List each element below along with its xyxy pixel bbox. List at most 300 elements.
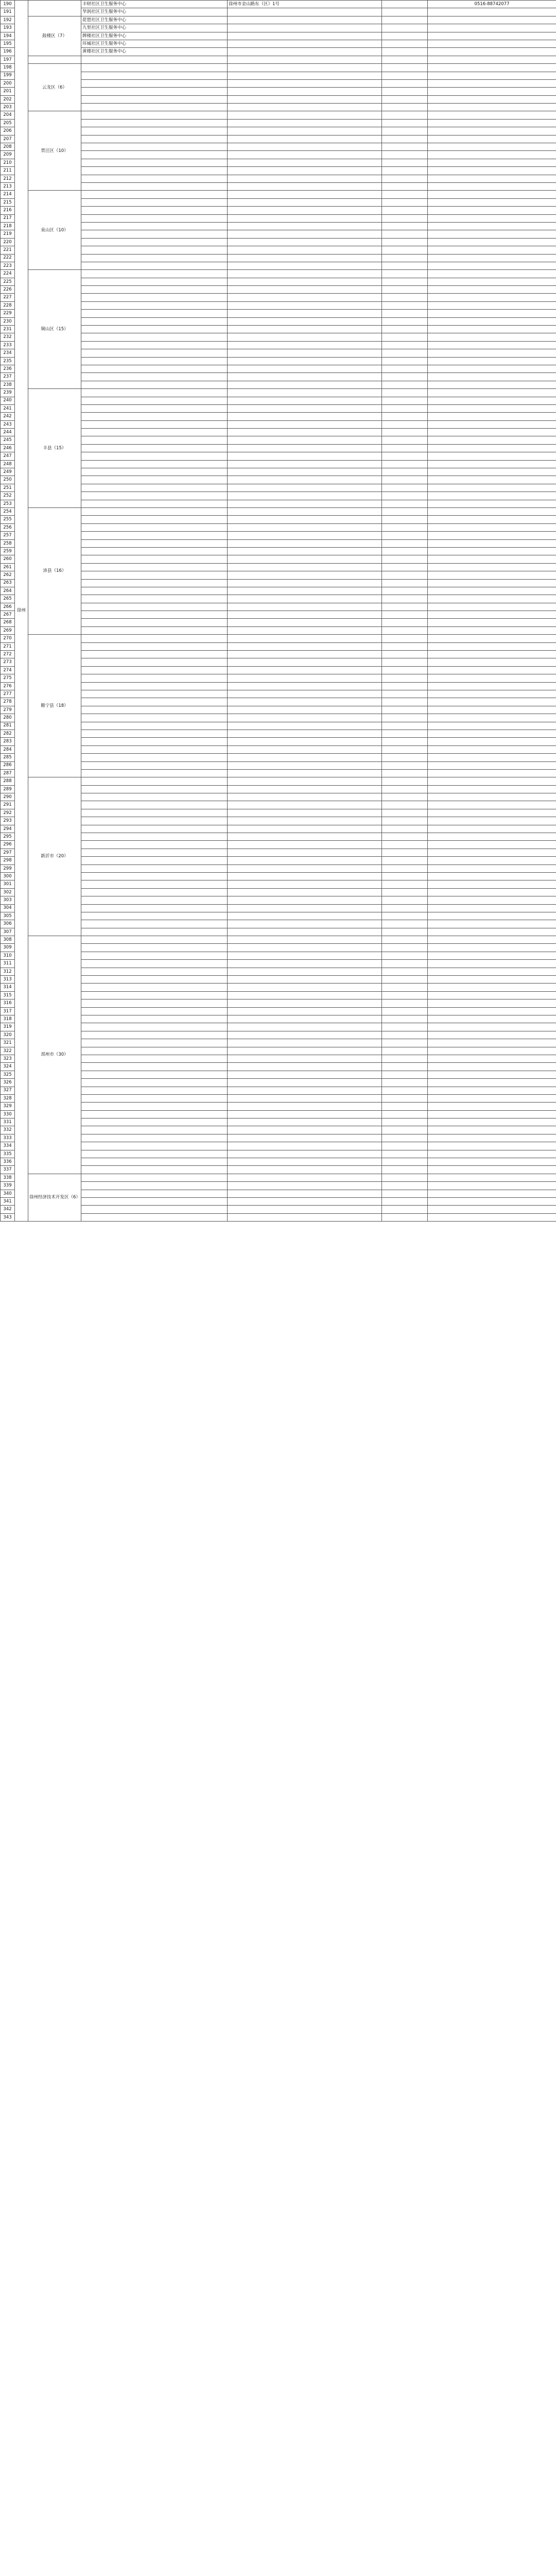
contact-phone [428, 1150, 556, 1158]
institution-address [228, 1103, 382, 1110]
institution-address [228, 222, 382, 230]
table-row [1, 452, 556, 460]
contact-person [382, 603, 428, 611]
institution-name [81, 1213, 228, 1221]
contact-phone [428, 452, 556, 460]
table-row [1, 207, 556, 214]
contact-person [382, 230, 428, 238]
contact-phone [428, 175, 556, 182]
row-number: 339 [1, 1182, 15, 1190]
institution-name [81, 1015, 228, 1023]
institution-address [228, 635, 382, 642]
institution-name [81, 547, 228, 555]
institution-name [81, 404, 228, 412]
table-row [1, 801, 556, 809]
row-number: 304 [1, 904, 15, 912]
district-cell: 睢宁县（18） [28, 635, 81, 777]
institution-address [228, 761, 382, 769]
row-number: 238 [1, 381, 15, 388]
institution-name [81, 167, 228, 175]
table-row [1, 167, 556, 175]
institution-name [81, 976, 228, 984]
table-row [1, 674, 556, 682]
table-row [1, 333, 556, 341]
contact-person [382, 79, 428, 87]
row-number: 243 [1, 420, 15, 428]
district-cell: 沛县（16） [28, 508, 81, 635]
institution-name [81, 214, 228, 222]
institution-address [228, 1206, 382, 1213]
contact-phone [428, 690, 556, 698]
row-number: 209 [1, 151, 15, 159]
table-row [1, 666, 556, 674]
institution-name [81, 429, 228, 436]
contact-person [382, 952, 428, 959]
row-number: 245 [1, 436, 15, 444]
row-number: 210 [1, 159, 15, 166]
institution-name [81, 595, 228, 603]
row-number: 329 [1, 1103, 15, 1110]
institution-name [81, 1071, 228, 1078]
row-number: 315 [1, 991, 15, 999]
row-number: 342 [1, 1206, 15, 1213]
institution-address [228, 563, 382, 571]
row-number: 250 [1, 476, 15, 484]
institution-name [81, 928, 228, 936]
row-number: 323 [1, 1055, 15, 1062]
table-row [1, 404, 556, 412]
row-number: 336 [1, 1158, 15, 1166]
contact-phone [428, 500, 556, 507]
contact-person [382, 761, 428, 769]
contact-phone [428, 436, 556, 444]
contact-phone [428, 230, 556, 238]
table-row [1, 1094, 556, 1102]
table-row [1, 619, 556, 626]
institution-name [81, 104, 228, 111]
district-cell: 新沂市（20） [28, 777, 81, 936]
contact-person [382, 1, 428, 8]
institution-address [228, 1142, 382, 1150]
table-row [1, 40, 556, 47]
contact-person [382, 857, 428, 865]
contact-phone [428, 1079, 556, 1087]
row-number: 326 [1, 1079, 15, 1087]
contact-phone [428, 246, 556, 254]
table-row [1, 182, 556, 190]
contact-person [382, 714, 428, 722]
institution-name [81, 1166, 228, 1174]
table-row [1, 888, 556, 896]
institution-address [228, 841, 382, 849]
institution-address [228, 88, 382, 95]
institution-address [228, 1055, 382, 1062]
institution-address [228, 888, 382, 896]
row-number: 325 [1, 1071, 15, 1078]
institution-name [81, 1039, 228, 1047]
institution-name [81, 626, 228, 634]
institution-address [228, 603, 382, 611]
contact-phone [428, 167, 556, 175]
institution-address [228, 1047, 382, 1055]
institution-name [81, 1110, 228, 1118]
contact-person [382, 460, 428, 468]
institution-name [81, 991, 228, 999]
row-number: 258 [1, 539, 15, 547]
contact-person [382, 222, 428, 230]
contact-phone [428, 761, 556, 769]
institution-address [228, 492, 382, 500]
row-number: 241 [1, 404, 15, 412]
contact-phone [428, 666, 556, 674]
row-number: 206 [1, 127, 15, 135]
table-row [1, 1182, 556, 1190]
institution-address [228, 1015, 382, 1023]
institution-address [228, 809, 382, 817]
table-row [1, 294, 556, 301]
institution-address [228, 1071, 382, 1078]
institution-address [228, 523, 382, 531]
institution-address [228, 658, 382, 666]
row-number: 257 [1, 532, 15, 539]
contact-person [382, 143, 428, 151]
institution-address [228, 769, 382, 777]
table-row [1, 1174, 556, 1181]
institution-name [81, 603, 228, 611]
table-row [1, 579, 556, 587]
contact-person [382, 793, 428, 801]
contact-person [382, 666, 428, 674]
district-cell: 鼓楼区（7） [28, 16, 81, 56]
institution-address [228, 341, 382, 349]
contact-phone [428, 492, 556, 500]
institution-name [81, 317, 228, 325]
row-number: 199 [1, 72, 15, 79]
row-number: 321 [1, 1039, 15, 1047]
contact-phone [428, 833, 556, 841]
institution-name [81, 270, 228, 278]
table-row [1, 722, 556, 730]
institution-address [228, 175, 382, 182]
institution-name [81, 952, 228, 959]
contact-phone [428, 825, 556, 833]
institution-address [228, 960, 382, 968]
institution-address [228, 143, 382, 151]
contact-phone [428, 999, 556, 1007]
institution-name [81, 666, 228, 674]
district-cell: 铜山区（15） [28, 270, 81, 389]
contact-person [382, 452, 428, 460]
institution-address [228, 968, 382, 975]
row-number: 223 [1, 262, 15, 269]
table-row [1, 539, 556, 547]
contact-phone [428, 1206, 556, 1213]
institution-name [81, 833, 228, 841]
contact-person [382, 492, 428, 500]
institution-name [81, 904, 228, 912]
table-row [1, 1071, 556, 1078]
contact-phone [428, 286, 556, 294]
institution-name [81, 1134, 228, 1142]
institution-address [228, 452, 382, 460]
contact-person [382, 310, 428, 317]
institution-address: 徐州市金山路东（区）1号 [228, 1, 382, 8]
contact-person [382, 984, 428, 991]
contact-phone [428, 944, 556, 952]
contact-person [382, 999, 428, 1007]
institution-address [228, 508, 382, 516]
row-number: 302 [1, 888, 15, 896]
institution-address [228, 246, 382, 254]
contact-person [382, 745, 428, 753]
row-number: 212 [1, 175, 15, 182]
institution-address [228, 95, 382, 103]
contact-phone [428, 1063, 556, 1071]
table-row [1, 611, 556, 619]
contact-phone [428, 714, 556, 722]
contact-phone [428, 468, 556, 476]
institution-address [228, 238, 382, 246]
institution-address [228, 381, 382, 388]
institution-name [81, 793, 228, 801]
contact-person [382, 357, 428, 365]
table-row [1, 912, 556, 920]
institution-name [81, 1094, 228, 1102]
row-number: 303 [1, 896, 15, 904]
row-number: 280 [1, 714, 15, 722]
contact-phone [428, 373, 556, 381]
institution-name [81, 262, 228, 269]
institution-name [81, 373, 228, 381]
institution-address [228, 1213, 382, 1221]
table-row [1, 595, 556, 603]
contact-person [382, 254, 428, 262]
institution-address [228, 119, 382, 127]
row-number: 282 [1, 730, 15, 737]
contact-phone [428, 404, 556, 412]
institution-name [81, 984, 228, 991]
institution-address [228, 127, 382, 135]
table-row [1, 436, 556, 444]
institution-address [228, 698, 382, 706]
contact-person [382, 841, 428, 849]
institution-name [81, 508, 228, 516]
row-number: 261 [1, 563, 15, 571]
institution-address [228, 79, 382, 87]
row-number: 218 [1, 222, 15, 230]
row-number: 283 [1, 738, 15, 745]
row-number: 242 [1, 413, 15, 420]
institution-address [228, 151, 382, 159]
institution-address [228, 254, 382, 262]
institution-address [228, 1079, 382, 1087]
table-row [1, 547, 556, 555]
institution-address [228, 1182, 382, 1190]
contact-phone: 0516-88742077 [428, 1, 556, 8]
contact-person [382, 801, 428, 809]
institution-address [228, 666, 382, 674]
institution-name [81, 999, 228, 1007]
institution-name [81, 841, 228, 849]
table-row [1, 270, 556, 278]
contact-person [382, 1134, 428, 1142]
contact-phone [428, 579, 556, 587]
contact-person [382, 191, 428, 198]
institution-address [228, 1197, 382, 1205]
contact-person [382, 1182, 428, 1190]
contact-person [382, 1174, 428, 1181]
table-row [1, 222, 556, 230]
institution-name: 丰财社区卫生服务中心 [81, 1, 228, 8]
institution-name [81, 722, 228, 730]
contact-phone [428, 754, 556, 761]
table-row [1, 1126, 556, 1134]
institution-address [228, 32, 382, 40]
table-row [1, 896, 556, 904]
table-row [1, 1166, 556, 1174]
contact-person [382, 785, 428, 793]
contact-phone [428, 960, 556, 968]
institution-name [81, 310, 228, 317]
row-number: 289 [1, 785, 15, 793]
institution-address [228, 349, 382, 357]
row-number: 288 [1, 777, 15, 785]
row-number: 338 [1, 1174, 15, 1181]
contact-phone [428, 104, 556, 111]
institution-address [228, 999, 382, 1007]
contact-phone [428, 32, 556, 40]
contact-phone [428, 865, 556, 872]
contact-person [382, 944, 428, 952]
row-number: 287 [1, 769, 15, 777]
contact-person [382, 40, 428, 47]
table-row [1, 1015, 556, 1023]
contact-phone [428, 365, 556, 372]
institution-address [228, 904, 382, 912]
table-row [1, 143, 556, 151]
contact-person [382, 119, 428, 127]
row-number: 230 [1, 317, 15, 325]
institution-name [81, 698, 228, 706]
contact-person [382, 920, 428, 928]
institution-name [81, 444, 228, 452]
institution-name [81, 1158, 228, 1166]
contact-person [382, 1031, 428, 1039]
table-row [1, 920, 556, 928]
contact-person [382, 991, 428, 999]
row-number: 248 [1, 460, 15, 468]
contact-person [382, 151, 428, 159]
row-number: 204 [1, 111, 15, 119]
institution-name [81, 642, 228, 650]
contact-person [382, 159, 428, 166]
institution-name [81, 809, 228, 817]
table-row [1, 1, 556, 8]
institution-address [228, 1150, 382, 1158]
table-row [1, 516, 556, 523]
table-row [1, 1158, 556, 1166]
contact-person [382, 373, 428, 381]
table-row [1, 1213, 556, 1221]
row-number: 234 [1, 349, 15, 357]
institution-name [81, 397, 228, 404]
row-number: 319 [1, 1023, 15, 1031]
contact-phone [428, 1047, 556, 1055]
institution-address [228, 976, 382, 984]
institution-name: 琵琶社区卫生服务中心 [81, 16, 228, 24]
contact-person [382, 833, 428, 841]
contact-phone [428, 523, 556, 531]
institution-address [228, 500, 382, 507]
table-row [1, 191, 556, 198]
table-row [1, 16, 556, 24]
table-row [1, 1023, 556, 1031]
contact-person [382, 1150, 428, 1158]
institution-address [228, 777, 382, 785]
table-row [1, 24, 556, 32]
contact-person [382, 56, 428, 63]
table-row [1, 389, 556, 397]
contact-person [382, 880, 428, 888]
institution-name [81, 706, 228, 714]
table-row [1, 658, 556, 666]
institution-address [228, 24, 382, 32]
row-number: 215 [1, 198, 15, 206]
row-number: 334 [1, 1142, 15, 1150]
institution-name [81, 341, 228, 349]
contact-person [382, 682, 428, 690]
institution-address [228, 167, 382, 175]
table-row [1, 1142, 556, 1150]
institution-name [81, 777, 228, 785]
institution-name [81, 246, 228, 254]
table-row [1, 1190, 556, 1197]
institution-name [81, 207, 228, 214]
contact-person [382, 468, 428, 476]
contact-phone [428, 182, 556, 190]
contact-person [382, 635, 428, 642]
contact-phone [428, 349, 556, 357]
institution-address [228, 413, 382, 420]
institution-name [81, 754, 228, 761]
table-row [1, 754, 556, 761]
table-row [1, 72, 556, 79]
contact-person [382, 16, 428, 24]
table-row [1, 48, 556, 56]
table-row [1, 984, 556, 991]
table-row [1, 349, 556, 357]
row-number: 341 [1, 1197, 15, 1205]
contact-phone [428, 484, 556, 492]
table-row [1, 1150, 556, 1158]
contact-person [382, 246, 428, 254]
contact-phone [428, 698, 556, 706]
row-number: 317 [1, 1007, 15, 1015]
row-number: 327 [1, 1087, 15, 1094]
institution-address [228, 1087, 382, 1094]
row-number: 265 [1, 595, 15, 603]
table-row [1, 809, 556, 817]
row-number: 296 [1, 841, 15, 849]
contact-phone [428, 793, 556, 801]
contact-phone [428, 532, 556, 539]
row-number: 205 [1, 119, 15, 127]
contact-person [382, 365, 428, 372]
contact-phone [428, 539, 556, 547]
contact-phone [428, 1126, 556, 1134]
institution-name [81, 72, 228, 79]
institution-name [81, 333, 228, 341]
